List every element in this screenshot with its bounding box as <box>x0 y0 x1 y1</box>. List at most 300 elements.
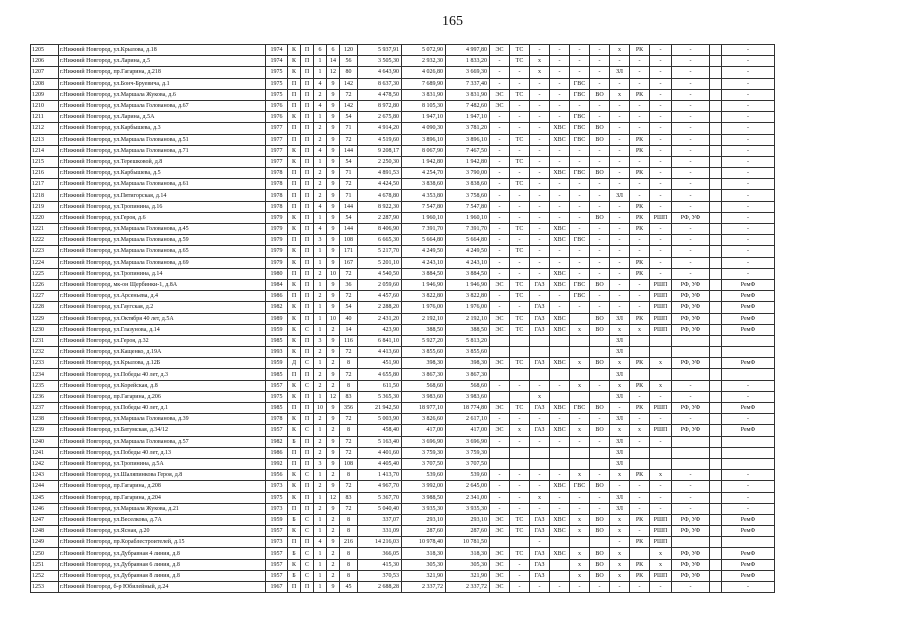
cell-gas-supply: - <box>530 145 550 156</box>
cell-basement-repair: - <box>650 436 672 447</box>
cell-basement-repair: - <box>650 257 672 268</box>
cell-cold-water: - <box>550 156 570 167</box>
cell-extra-mark <box>710 447 722 458</box>
cell-address: г.Нижний Новгород, пр.Гагарина, д.208 <box>59 481 266 492</box>
cell-extra-mark <box>710 358 722 369</box>
cell-hot-water: - <box>570 302 590 313</box>
cell-sewerage: - <box>590 582 610 593</box>
cell-power-supply: ЭС <box>490 514 510 525</box>
cell-floors: 9 <box>327 414 340 425</box>
cell-floor-material: П <box>301 302 314 313</box>
cell-residential-area: 293,10 <box>446 514 490 525</box>
cell-entrances: 1 <box>314 514 327 525</box>
cell-hot-water: - <box>570 45 590 56</box>
cell-build-year: 1978 <box>266 414 288 425</box>
cell-power-supply: - <box>490 414 510 425</box>
cell-facade-repair: - <box>672 145 710 156</box>
cell-roof-repair: РК <box>630 89 650 100</box>
cell-living-area: 293,10 <box>402 514 446 525</box>
cell-heat-supply: ТС <box>510 246 530 257</box>
cell-gas-supply: - <box>530 100 550 111</box>
cell-power-supply <box>490 391 510 402</box>
cell-living-area: 4 026,80 <box>402 67 446 78</box>
cell-cold-water: ХВС <box>550 279 570 290</box>
cell-living-area: 7 391,70 <box>402 224 446 235</box>
table-row <box>31 56 775 67</box>
cell-wall-repair: - <box>610 246 630 257</box>
cell-wall-repair: ЗЛ <box>610 492 630 503</box>
cell-floors: 9 <box>327 369 340 380</box>
cell-wall-repair: - <box>610 224 630 235</box>
cell-apartments: 83 <box>340 391 358 402</box>
cell-heat-supply: ТС <box>510 279 530 290</box>
cell-row-number: 1215 <box>31 156 59 167</box>
cell-wall-material: П <box>288 179 301 190</box>
cell-entrances: 4 <box>314 78 327 89</box>
cell-basement-repair: х <box>650 470 672 481</box>
cell-apartments: 14 <box>340 324 358 335</box>
cell-floors: 2 <box>327 380 340 391</box>
cell-hot-water: ГВС <box>570 134 590 145</box>
cell-floors: 9 <box>327 235 340 246</box>
cell-hot-water: ГВС <box>570 78 590 89</box>
cell-row-number: 1211 <box>31 112 59 123</box>
cell-foundation-repair <box>722 447 775 458</box>
cell-entrances: 3 <box>314 235 327 246</box>
table-row <box>31 45 775 56</box>
cell-floor-material: П <box>301 123 314 134</box>
cell-sewerage: ВО <box>590 134 610 145</box>
cell-floor-material: С <box>301 324 314 335</box>
cell-row-number: 1249 <box>31 537 59 548</box>
cell-facade-repair <box>672 347 710 358</box>
cell-foundation-repair: - <box>722 492 775 503</box>
cell-wall-material: К <box>288 324 301 335</box>
cell-extra-mark <box>710 458 722 469</box>
cell-heat-supply: ТС <box>510 514 530 525</box>
cell-facade-repair <box>672 458 710 469</box>
cell-apartments: 72 <box>340 414 358 425</box>
cell-basement-repair: - <box>650 67 672 78</box>
cell-residential-area: 3 669,30 <box>446 67 490 78</box>
cell-roof-repair: х <box>630 425 650 436</box>
cell-row-number: 1236 <box>31 391 59 402</box>
cell-power-supply: - <box>490 380 510 391</box>
cell-gas-supply: - <box>530 224 550 235</box>
cell-floor-material: П <box>301 134 314 145</box>
cell-facade-repair: РФ, УФ <box>672 548 710 559</box>
cell-extra-mark <box>710 156 722 167</box>
cell-facade-repair: - <box>672 168 710 179</box>
cell-total-area: 4 967,70 <box>358 481 402 492</box>
cell-entrances: 1 <box>314 156 327 167</box>
cell-total-area: 5 937,91 <box>358 45 402 56</box>
cell-gas-supply <box>530 458 550 469</box>
cell-cold-water: - <box>550 414 570 425</box>
cell-foundation-repair <box>722 369 775 380</box>
cell-residential-area: 3 935,30 <box>446 503 490 514</box>
cell-foundation-repair <box>722 458 775 469</box>
cell-total-area: 415,30 <box>358 559 402 570</box>
cell-heat-supply: - <box>510 570 530 581</box>
cell-hot-water: - <box>570 212 590 223</box>
cell-build-year: 1977 <box>266 134 288 145</box>
cell-facade-repair: - <box>672 492 710 503</box>
cell-apartments: 36 <box>340 279 358 290</box>
cell-hot-water: - <box>570 224 590 235</box>
cell-gas-supply: х <box>530 56 550 67</box>
cell-total-area: 4 655,80 <box>358 369 402 380</box>
table-row <box>31 156 775 167</box>
cell-wall-material: К <box>288 279 301 290</box>
cell-address: г.Нижний Новгород, ул.Маршала Голованова, д.59 <box>59 235 266 246</box>
cell-hot-water <box>570 447 590 458</box>
cell-entrances: 1 <box>314 425 327 436</box>
cell-apartments: 8 <box>340 514 358 525</box>
cell-apartments: 72 <box>340 134 358 145</box>
cell-total-area: 4 678,80 <box>358 190 402 201</box>
cell-power-supply: ЭС <box>490 559 510 570</box>
cell-build-year: 1979 <box>266 224 288 235</box>
cell-wall-material: К <box>288 481 301 492</box>
cell-row-number: 1253 <box>31 582 59 593</box>
cell-wall-material: К <box>288 414 301 425</box>
cell-foundation-repair: РемФ <box>722 324 775 335</box>
cell-row-number: 1226 <box>31 279 59 290</box>
cell-residential-area: 3 790,00 <box>446 168 490 179</box>
cell-residential-area: 3 758,60 <box>446 190 490 201</box>
cell-gas-supply: - <box>530 436 550 447</box>
cell-heat-supply: - <box>510 145 530 156</box>
cell-living-area: 1 946,90 <box>402 279 446 290</box>
cell-wall-material: К <box>288 56 301 67</box>
cell-sewerage: ВО <box>590 548 610 559</box>
cell-roof-repair: - <box>630 179 650 190</box>
cell-roof-repair: РК <box>630 313 650 324</box>
cell-wall-material: П <box>288 201 301 212</box>
cell-power-supply <box>490 458 510 469</box>
cell-total-area: 8 406,90 <box>358 224 402 235</box>
cell-floors: 2 <box>327 358 340 369</box>
cell-hot-water <box>570 537 590 548</box>
cell-address: г.Нижний Новгород, ул.Маршала Голованова, д.61 <box>59 179 266 190</box>
cell-power-supply: - <box>490 112 510 123</box>
cell-basement-repair: - <box>650 268 672 279</box>
cell-total-area: 337,07 <box>358 514 402 525</box>
cell-heat-supply: ТС <box>510 324 530 335</box>
cell-wall-material: К <box>288 335 301 346</box>
cell-hot-water: - <box>570 156 590 167</box>
cell-gas-supply: - <box>530 470 550 481</box>
cell-basement-repair: - <box>650 89 672 100</box>
cell-extra-mark <box>710 268 722 279</box>
cell-row-number: 1223 <box>31 246 59 257</box>
cell-row-number: 1217 <box>31 179 59 190</box>
cell-apartments: 45 <box>340 582 358 593</box>
cell-apartments: 8 <box>340 358 358 369</box>
cell-floor-material: П <box>301 145 314 156</box>
cell-address: г.Нижний Новгород, ул.Тропинина, д.5А <box>59 458 266 469</box>
cell-entrances: 1 <box>314 492 327 503</box>
cell-living-area: 18 977,10 <box>402 403 446 414</box>
cell-cold-water: ХВС <box>550 123 570 134</box>
cell-cold-water: ХВС <box>550 548 570 559</box>
cell-gas-supply: ГАЗ <box>530 403 550 414</box>
table-row <box>31 503 775 514</box>
cell-power-supply: - <box>490 436 510 447</box>
cell-build-year: 1957 <box>266 425 288 436</box>
cell-residential-area: 3 896,10 <box>446 134 490 145</box>
cell-build-year: 1957 <box>266 380 288 391</box>
cell-entrances: 1 <box>314 559 327 570</box>
cell-power-supply: ЭС <box>490 403 510 414</box>
cell-entrances: 10 <box>314 403 327 414</box>
cell-floor-material: П <box>301 78 314 89</box>
cell-floors: 9 <box>327 458 340 469</box>
cell-roof-repair: РК <box>630 514 650 525</box>
cell-gas-supply <box>530 369 550 380</box>
cell-gas-supply: ГАЗ <box>530 324 550 335</box>
cell-foundation-repair: РемФ <box>722 425 775 436</box>
cell-floor-material: П <box>301 447 314 458</box>
cell-facade-repair <box>672 436 710 447</box>
cell-basement-repair <box>650 458 672 469</box>
cell-row-number: 1251 <box>31 559 59 570</box>
cell-roof-repair: - <box>630 112 650 123</box>
cell-floors: 9 <box>327 212 340 223</box>
cell-floor-material: П <box>301 458 314 469</box>
cell-apartments: 167 <box>340 257 358 268</box>
cell-wall-repair: х <box>610 89 630 100</box>
cell-wall-repair: ЗЛ <box>610 414 630 425</box>
cell-sewerage: - <box>590 268 610 279</box>
cell-floor-material: П <box>301 279 314 290</box>
cell-facade-repair: - <box>672 123 710 134</box>
table-row <box>31 380 775 391</box>
cell-living-area: 10 978,40 <box>402 537 446 548</box>
cell-total-area: 5 201,10 <box>358 257 402 268</box>
cell-cold-water: - <box>550 145 570 156</box>
cell-extra-mark <box>710 179 722 190</box>
cell-floors: 9 <box>327 179 340 190</box>
cell-extra-mark <box>710 212 722 223</box>
cell-basement-repair: - <box>650 503 672 514</box>
cell-foundation-repair: - <box>722 224 775 235</box>
cell-wall-material: К <box>288 246 301 257</box>
cell-row-number: 1237 <box>31 403 59 414</box>
cell-wall-repair: - <box>610 112 630 123</box>
cell-cold-water <box>550 369 570 380</box>
cell-gas-supply: ГАЗ <box>530 313 550 324</box>
cell-floor-material: П <box>301 291 314 302</box>
cell-residential-area: 3 855,60 <box>446 347 490 358</box>
table-row <box>31 425 775 436</box>
cell-wall-material: К <box>288 313 301 324</box>
cell-floors: 9 <box>327 134 340 145</box>
cell-extra-mark <box>710 559 722 570</box>
cell-facade-repair <box>672 335 710 346</box>
cell-sewerage: - <box>590 257 610 268</box>
cell-entrances: 4 <box>314 537 327 548</box>
cell-foundation-repair: - <box>722 257 775 268</box>
cell-row-number: 1205 <box>31 45 59 56</box>
cell-sewerage <box>590 369 610 380</box>
cell-basement-repair: - <box>650 78 672 89</box>
cell-cold-water: - <box>550 582 570 593</box>
cell-facade-repair: - <box>672 78 710 89</box>
cell-hot-water: х <box>570 526 590 537</box>
cell-address: г.Нижний Новгород, ул.Маршала Голованова, д.69 <box>59 257 266 268</box>
cell-entrances: 1 <box>314 212 327 223</box>
cell-wall-material: Б <box>288 548 301 559</box>
cell-build-year: 1975 <box>266 391 288 402</box>
cell-foundation-repair <box>722 537 775 548</box>
cell-heat-supply: - <box>510 168 530 179</box>
cell-row-number: 1227 <box>31 291 59 302</box>
cell-wall-repair: х <box>610 358 630 369</box>
cell-facade-repair: - <box>672 67 710 78</box>
cell-build-year: 1973 <box>266 503 288 514</box>
cell-sewerage: ВО <box>590 212 610 223</box>
cell-row-number: 1225 <box>31 268 59 279</box>
cell-build-year: 1979 <box>266 246 288 257</box>
cell-facade-repair: - <box>672 224 710 235</box>
cell-sewerage <box>590 537 610 548</box>
cell-row-number: 1231 <box>31 335 59 346</box>
cell-total-area: 4 457,60 <box>358 291 402 302</box>
cell-heat-supply: - <box>510 100 530 111</box>
table-row <box>31 279 775 290</box>
cell-wall-material: П <box>288 369 301 380</box>
cell-address: г.Нижний Новгород, ул.Веселкова, д.7А <box>59 514 266 525</box>
cell-entrances: 2 <box>314 503 327 514</box>
cell-heat-supply: - <box>510 503 530 514</box>
cell-roof-repair: РК <box>630 470 650 481</box>
cell-facade-repair: РФ, УФ <box>672 302 710 313</box>
cell-hot-water: - <box>570 67 590 78</box>
cell-row-number: 1245 <box>31 492 59 503</box>
cell-wall-material: К <box>288 425 301 436</box>
table-row <box>31 224 775 235</box>
table-row <box>31 526 775 537</box>
cell-build-year: 1992 <box>266 458 288 469</box>
cell-gas-supply: - <box>530 268 550 279</box>
cell-power-supply <box>490 369 510 380</box>
cell-cold-water <box>550 559 570 570</box>
cell-extra-mark <box>710 45 722 56</box>
cell-facade-repair: - <box>672 45 710 56</box>
cell-basement-repair: - <box>650 45 672 56</box>
cell-apartments: 356 <box>340 403 358 414</box>
cell-wall-repair: - <box>610 123 630 134</box>
cell-floors: 9 <box>327 302 340 313</box>
cell-heat-supply: ТС <box>510 224 530 235</box>
cell-wall-repair: ЗЛ <box>610 347 630 358</box>
cell-floors: 9 <box>327 156 340 167</box>
cell-hot-water: ГВС <box>570 112 590 123</box>
cell-total-area: 2 250,30 <box>358 156 402 167</box>
cell-floors: 2 <box>327 425 340 436</box>
cell-extra-mark <box>710 380 722 391</box>
cell-apartments: 8 <box>340 470 358 481</box>
cell-gas-supply: - <box>530 481 550 492</box>
cell-floors: 2 <box>327 570 340 581</box>
cell-basement-repair <box>650 335 672 346</box>
cell-heat-supply: ТС <box>510 56 530 67</box>
cell-floor-material: П <box>301 168 314 179</box>
cell-residential-area: 7 547,80 <box>446 201 490 212</box>
cell-basement-repair: - <box>650 179 672 190</box>
cell-apartments: 8 <box>340 548 358 559</box>
cell-address: г.Нижний Новгород, ул.Маршала Голованова, д.51 <box>59 134 266 145</box>
cell-cold-water: - <box>550 503 570 514</box>
cell-floors: 9 <box>327 257 340 268</box>
cell-wall-repair: - <box>610 168 630 179</box>
cell-floor-material: П <box>301 503 314 514</box>
cell-hot-water: х <box>570 380 590 391</box>
cell-living-area: 3 822,80 <box>402 291 446 302</box>
cell-row-number: 1229 <box>31 313 59 324</box>
cell-sewerage: ВО <box>590 313 610 324</box>
cell-hot-water: - <box>570 414 590 425</box>
cell-apartments: 72 <box>340 347 358 358</box>
cell-sewerage: - <box>590 302 610 313</box>
cell-row-number: 1213 <box>31 134 59 145</box>
cell-basement-repair: х <box>650 559 672 570</box>
cell-power-supply: - <box>490 156 510 167</box>
cell-total-area: 611,50 <box>358 380 402 391</box>
cell-build-year: 1978 <box>266 201 288 212</box>
cell-power-supply: ЭС <box>490 358 510 369</box>
cell-apartments: 116 <box>340 335 358 346</box>
table-row <box>31 291 775 302</box>
cell-residential-area: 568,60 <box>446 380 490 391</box>
cell-cold-water: - <box>550 56 570 67</box>
cell-residential-area: 3 707,50 <box>446 458 490 469</box>
cell-hot-water <box>570 458 590 469</box>
cell-wall-repair: - <box>610 268 630 279</box>
cell-sewerage: - <box>590 56 610 67</box>
table-row <box>31 123 775 134</box>
cell-apartments: 142 <box>340 100 358 111</box>
cell-build-year: 1957 <box>266 559 288 570</box>
cell-hot-water: х <box>570 548 590 559</box>
cell-build-year: 1978 <box>266 190 288 201</box>
cell-total-area: 5 163,40 <box>358 436 402 447</box>
cell-wall-material: Б <box>288 570 301 581</box>
cell-floor-material: С <box>301 559 314 570</box>
cell-floor-material: С <box>301 358 314 369</box>
table-row <box>31 302 775 313</box>
cell-cold-water: - <box>550 470 570 481</box>
cell-living-area: 3 696,90 <box>402 436 446 447</box>
cell-cold-water <box>550 347 570 358</box>
cell-living-area: 568,60 <box>402 380 446 391</box>
cell-address: г.Нижний Новгород, ул.Победы 40 лет, д.13 <box>59 447 266 458</box>
cell-facade-repair: - <box>672 100 710 111</box>
cell-heat-supply: ТС <box>510 156 530 167</box>
cell-wall-repair: ЗЛ <box>610 458 630 469</box>
cell-extra-mark <box>710 347 722 358</box>
cell-apartments: 54 <box>340 112 358 123</box>
cell-cold-water: - <box>550 45 570 56</box>
cell-floor-material: С <box>301 470 314 481</box>
cell-facade-repair: - <box>672 391 710 402</box>
cell-facade-repair: - <box>672 201 710 212</box>
cell-total-area: 8 972,80 <box>358 100 402 111</box>
cell-residential-area: 305,30 <box>446 559 490 570</box>
cell-roof-repair: РК <box>630 403 650 414</box>
